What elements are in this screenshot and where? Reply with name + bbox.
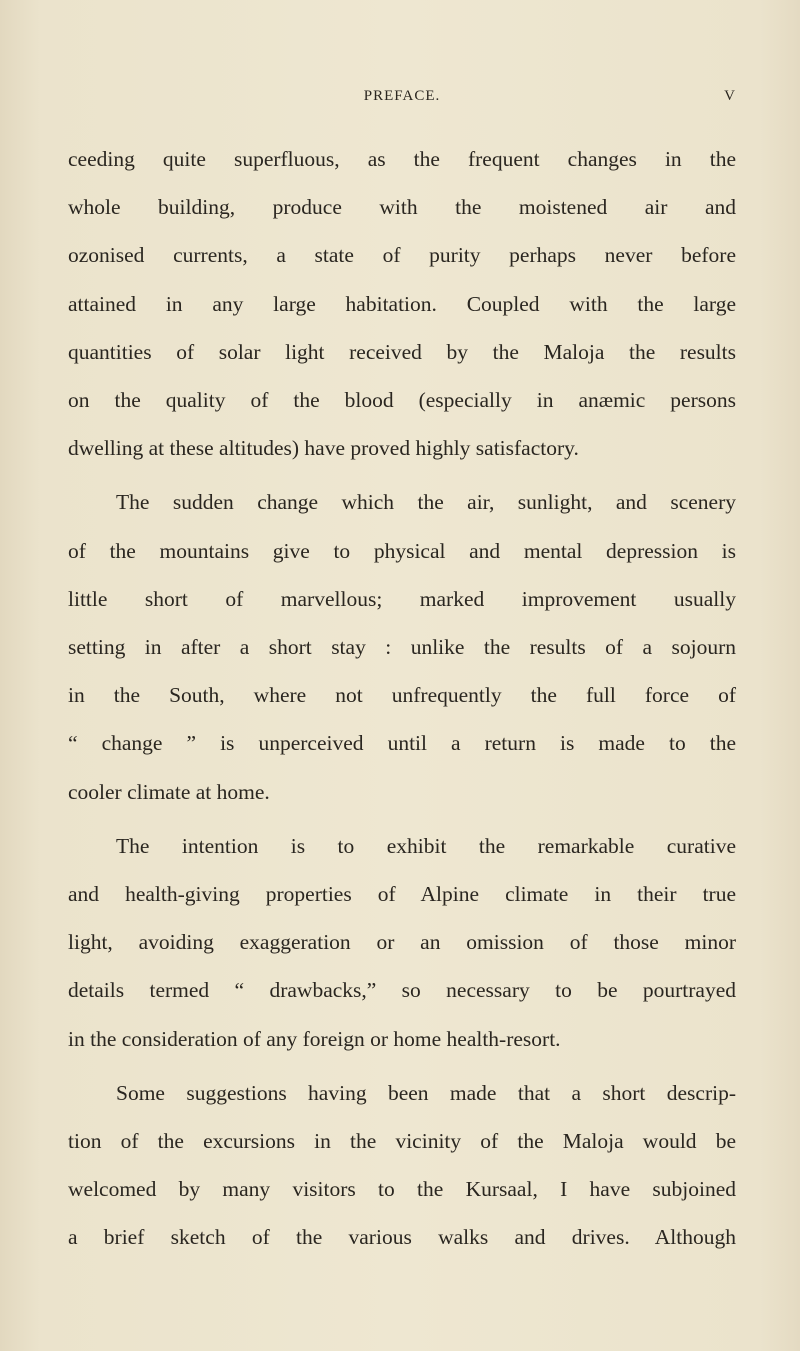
running-title: PREFACE.	[363, 88, 441, 104]
text-line: in the South, where not unfrequently the full force of	[68, 683, 736, 708]
body-text	[68, 135, 736, 1268]
text-line: little short of marvellous; marked improvement usually	[68, 586, 736, 611]
text-line: welcomed by many visitors to the Kursaal, I have subjoined	[68, 1177, 736, 1202]
text-line: tion of the excursions in the vicinity of the Maloja would be	[68, 1129, 736, 1154]
text-line: cooler climate at home.	[68, 779, 270, 804]
text-line: on the quality of the blood (especially in anæmic persons	[68, 388, 736, 413]
paragraph-3	[68, 822, 736, 1063]
paragraph-2	[68, 478, 736, 815]
text-line: dwelling at these altitudes) have proved highly satisfactory.	[68, 436, 579, 461]
page-number: V	[724, 88, 736, 104]
text-line: quantities of solar light received by the Maloja the results	[68, 339, 736, 364]
text-line: whole building, produce with the moistened air and	[68, 195, 736, 220]
text-line: attained in any large habitation. Coupled with the large	[68, 291, 736, 316]
text-line: The sudden change which the air, sunlight, and scenery	[116, 490, 736, 515]
paragraph-4	[68, 1069, 736, 1262]
text-line: details termed “ drawbacks,” so necessary to be pourtrayed	[68, 978, 736, 1003]
page-header	[68, 88, 736, 110]
text-line: in the consideration of any foreign or home health-resort.	[68, 1026, 561, 1051]
text-line: light, avoiding exaggeration or an omission of those minor	[68, 930, 736, 955]
text-line: and health-giving properties of Alpine climate in their true	[68, 882, 736, 907]
text-line: ceeding quite superfluous, as the frequent changes in the	[68, 147, 736, 171]
paragraph-1	[68, 135, 736, 472]
text-line: The intention is to exhibit the remarkable curative	[116, 833, 736, 858]
text-line: “ change ” is unperceived until a return is made to the	[68, 731, 736, 756]
text-line: of the mountains give to physical and mental depression is	[68, 538, 736, 563]
text-line: setting in after a short stay : unlike the results of a sojourn	[68, 635, 736, 660]
text-line: ozonised currents, a state of purity perhaps never before	[68, 243, 736, 268]
text-line: Some suggestions having been made that a short descrip-	[116, 1080, 736, 1105]
text-line: a brief sketch of the various walks and drives. Although	[68, 1225, 736, 1250]
